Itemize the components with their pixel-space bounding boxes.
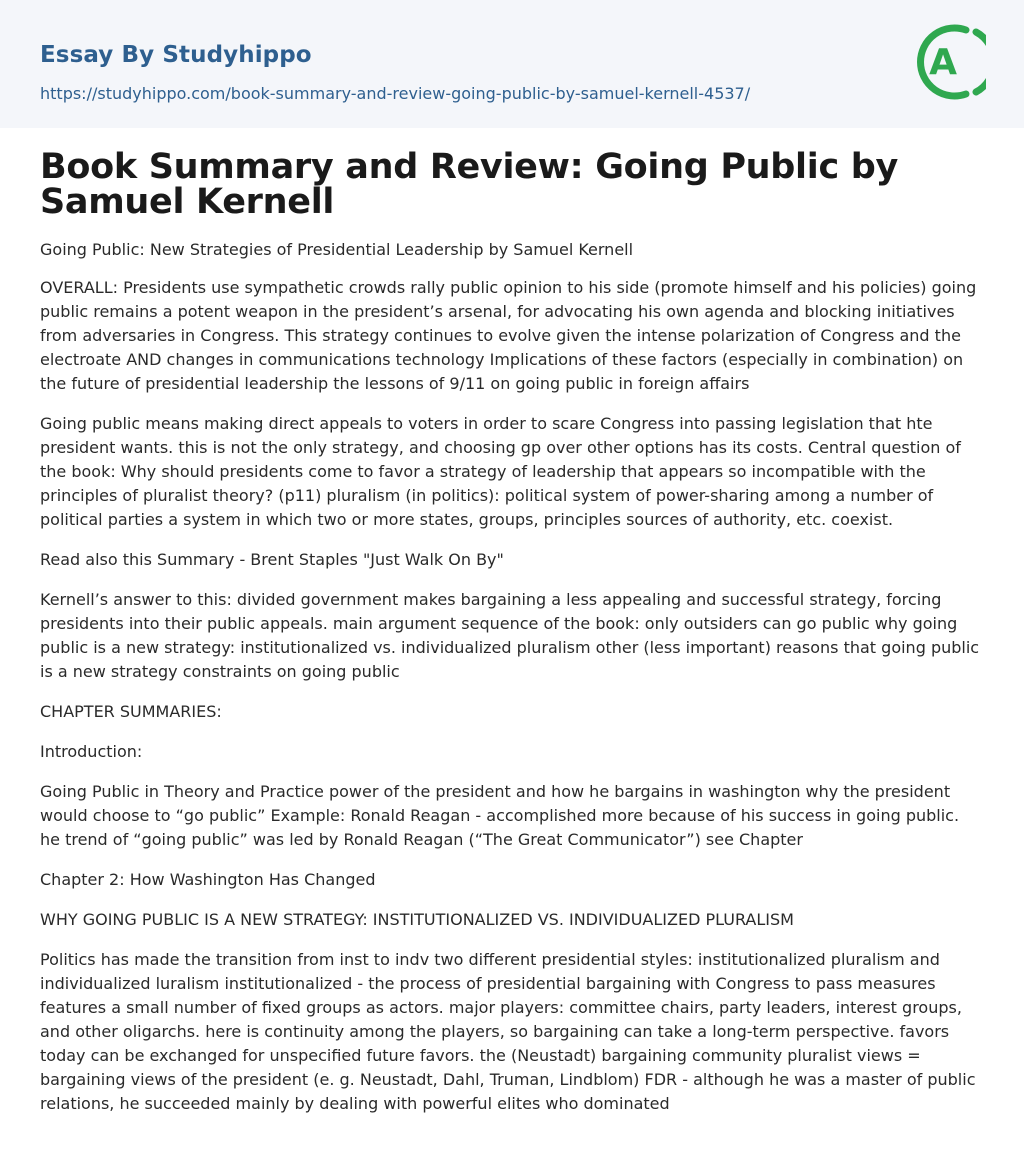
heading-why-going-public: WHY GOING PUBLIC IS A NEW STRATEGY: INSTITUTIONALIZED VS. INDIVIDUALIZED PLURALISM	[40, 910, 794, 929]
studyhippo-logo-icon[interactable]	[914, 18, 986, 106]
logo-letter: A	[929, 42, 957, 83]
heading-introduction: Introduction:	[40, 742, 143, 761]
paragraph-theory-practice: Going Public in Theory and Practice power of the president and how he bargains in washington why the president would choose to “go public” Example: Ronald Reagan - accomplished more because of his success in going public. he trend of “going public” was led by Ronald Reagan (“The Great Communicator”) see Chapter	[40, 782, 960, 849]
paragraph-overall: OVERALL: Presidents use sympathetic crowds rally public opinion to his side (promote himself and his policies) going public remains a potent weapon in the president’s arsenal, for advocating his own agenda and blocking initiatives from adversaries in Congress. This strategy continues to evolve given the intense polarization of Congress and the electroate AND changes in communications technology Implications of these factors (especially in combination) on the future of presidential leadership the lessons of 9/11 on going public in foreign affairs	[40, 278, 977, 393]
read-also-link[interactable]: Read also this Summary - Brent Staples "Just Walk On By"	[40, 550, 504, 569]
article-title: Book Summary and Review: Going Public by Samuel Kernell	[40, 147, 899, 222]
page-header	[0, 0, 1024, 128]
brand-title: Essay By Studyhippo	[40, 42, 312, 68]
article-subtitle: Going Public: New Strategies of Presidential Leadership by Samuel Kernell	[40, 240, 634, 259]
heading-chapter-summaries: CHAPTER SUMMARIES:	[40, 702, 222, 721]
source-url-link[interactable]: https://studyhippo.com/book-summary-and-review-going-public-by-samuel-kernell-4537/	[40, 84, 751, 103]
paragraph-going-public-definition: Going public means making direct appeals to voters in order to scare Congress into passing legislation that hte president wants. this is not the only strategy, and choosing gp over other options has its costs. Central question of the book: Why should presidents come to favor a strategy of leadership that appears so incompatible with the principles of pluralist theory? (p11) pluralism (in politics): political system of power-sharing among a number of political parties a system in which two or more states, groups, principles sources of authority, etc. coexist.	[40, 414, 961, 529]
paragraph-kernell-answer: Kernell’s answer to this: divided government makes bargaining a less appealing and successful strategy, forcing presidents into their public appeals. main argument sequence of the book: only outsiders can go public why going public is a new strategy: institutionalized vs. individualized pluralism other (less important) reasons that going public is a new strategy constraints on going public	[40, 590, 980, 681]
paragraph-politics-transition: Politics has made the transition from inst to indv two different presidential styles: institutionalized pluralism and individualized luralism institutionalized - the process of presidential bargaining with Congress to pass measures features a small number of fixed groups as actors. major players: committee chairs, party leaders, interest groups, and other oligarchs. here is continuity among the players, so bargaining can take a long-term perspective. favors today can be exchanged for unspecified future favors. the (Neustadt) bargaining community pluralist views = bargaining views of the president (e. g. Neustadt, Dahl, Truman, Lindblom) FDR - although he was a master of public relations, he succeeded mainly by dealing with powerful elites who dominated	[40, 950, 976, 1113]
heading-chapter-2: Chapter 2: How Washington Has Changed	[40, 870, 376, 889]
article-body	[0, 128, 1024, 1116]
